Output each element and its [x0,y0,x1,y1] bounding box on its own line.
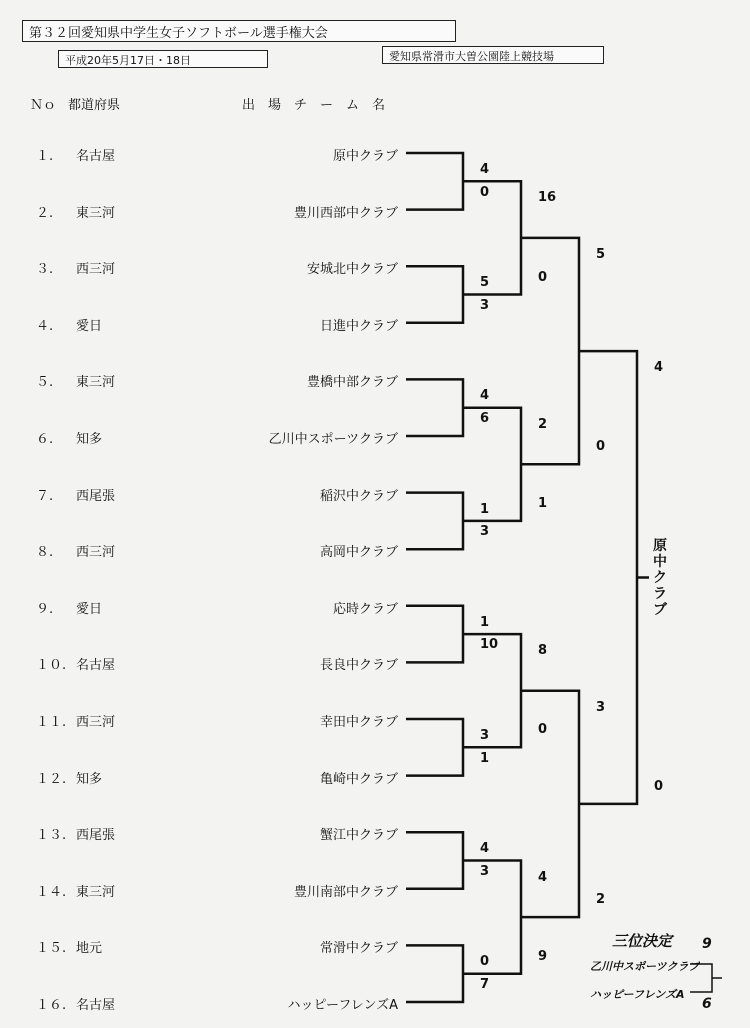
entry-team: 長良中クラブ [319,658,398,674]
champion-char: 原 [653,538,667,554]
match-score: 1 [480,750,490,766]
entry-prefecture: 西三河 [76,262,116,278]
entry-no: ７. [36,488,54,504]
match-score: 6 [480,411,490,426]
entry-prefecture: 愛日 [76,318,103,334]
match-score: 0 [596,439,606,455]
champion-char: ブ [653,602,667,618]
entry-team: 原中クラブ [332,149,398,164]
match-score: 9 [538,948,548,964]
third-place-score-b: 6 [702,996,712,1012]
entry-no: ６. [36,432,54,447]
match-score: 16 [538,190,557,206]
entry-team: 蟹江中クラブ [319,828,398,844]
match-score: 4 [538,869,548,885]
entry-no: １０. [36,658,67,674]
third-place-heading: 三位決定 [612,932,673,950]
match-score: 8 [538,643,548,659]
match-score: 3 [480,297,490,313]
match-score: 4 [654,360,664,376]
tournament-date: 平成20年5月17日・18日 [58,50,268,68]
entry-team: 亀崎中クラブ [319,771,398,787]
entry-prefecture: 西三河 [76,715,116,730]
match-score: 4 [480,388,490,404]
entry-prefecture: 地元 [76,941,103,957]
entry-no: １５. [36,941,67,957]
match-score: 10 [480,637,499,653]
column-no: Ｎｏ [30,98,57,113]
tournament-title: 第３２回愛知県中学生女子ソフトボール選手権大会 [22,20,456,42]
entry-prefecture: 東三河 [76,884,116,900]
entry-team: 豊川西部中クラブ [293,205,398,221]
third-place-team-a: 乙川中スポーツクラブ [590,960,700,973]
match-score: 1 [480,501,490,517]
entry-team: 幸田中クラブ [319,715,398,730]
match-score: 1 [538,495,548,511]
entry-prefecture: 西三河 [76,545,116,561]
match-score: 0 [480,184,490,200]
entry-no: ５. [36,375,54,391]
match-score: 5 [480,275,490,291]
third-place-team-b: ハッピーフレンズA [590,988,685,1001]
match-score: 4 [480,841,490,857]
entry-team: ハッピーフレンズA [287,998,398,1013]
entry-no: １２. [36,771,67,787]
entry-team: 稲沢中クラブ [319,488,398,504]
entry-team: 安城北中クラブ [306,262,398,278]
champion-char: 中 [653,554,667,570]
match-score: 0 [538,269,548,285]
match-score: 4 [480,162,490,177]
third-place-score-a: 9 [702,936,712,952]
match-score: 3 [480,863,490,879]
entry-no: ９. [36,601,54,617]
entry-team: 高岡中クラブ [319,545,398,561]
entry-prefecture: 西尾張 [76,828,116,844]
entry-no: ３. [36,262,54,278]
entry-no: １４. [36,884,67,900]
champion-char: ク [653,570,667,586]
entry-prefecture: 知多 [76,432,103,447]
entry-prefecture: 西尾張 [76,488,116,504]
entry-no: ４. [36,318,54,334]
entry-no: １３. [36,828,67,844]
match-score: 3 [480,524,490,540]
entry-team: 日進中クラブ [319,318,398,334]
entry-no: １１. [36,715,67,730]
entry-prefecture: 知多 [76,771,103,787]
entry-prefecture: 名古屋 [76,149,116,164]
entry-prefecture: 東三河 [76,205,116,221]
entry-no: １. [36,149,54,164]
entry-team: 乙川中スポーツクラブ [268,432,398,447]
entry-team: 応時クラブ [332,601,398,617]
match-score: 3 [596,699,606,715]
column-prefecture: 都道府県 [68,98,121,113]
tournament-venue: 愛知県常滑市大曽公園陸上競技場 [382,46,604,64]
match-score: 3 [480,728,490,743]
match-score: 7 [480,977,490,992]
champion-char: ラ [653,586,667,602]
entry-team: 豊橋中部クラブ [306,375,398,391]
match-score: 5 [596,246,606,262]
entry-team: 豊川南部中クラブ [293,884,398,900]
entry-prefecture: 名古屋 [76,658,116,674]
match-score: 0 [538,722,548,738]
entry-prefecture: 名古屋 [76,998,116,1013]
match-score: 2 [538,416,548,432]
match-score: 0 [654,778,664,794]
entry-no: １６. [36,998,67,1013]
entry-prefecture: 愛日 [76,601,103,617]
match-score: 1 [480,614,490,630]
entry-no: ８. [36,545,54,561]
match-score: 2 [596,892,606,908]
column-team: 出 場 チ ー ム 名 [242,98,386,113]
entry-prefecture: 東三河 [76,375,116,391]
entry-team: 常滑中クラブ [319,941,398,957]
entry-no: ２. [36,205,54,221]
match-score: 0 [480,954,490,970]
